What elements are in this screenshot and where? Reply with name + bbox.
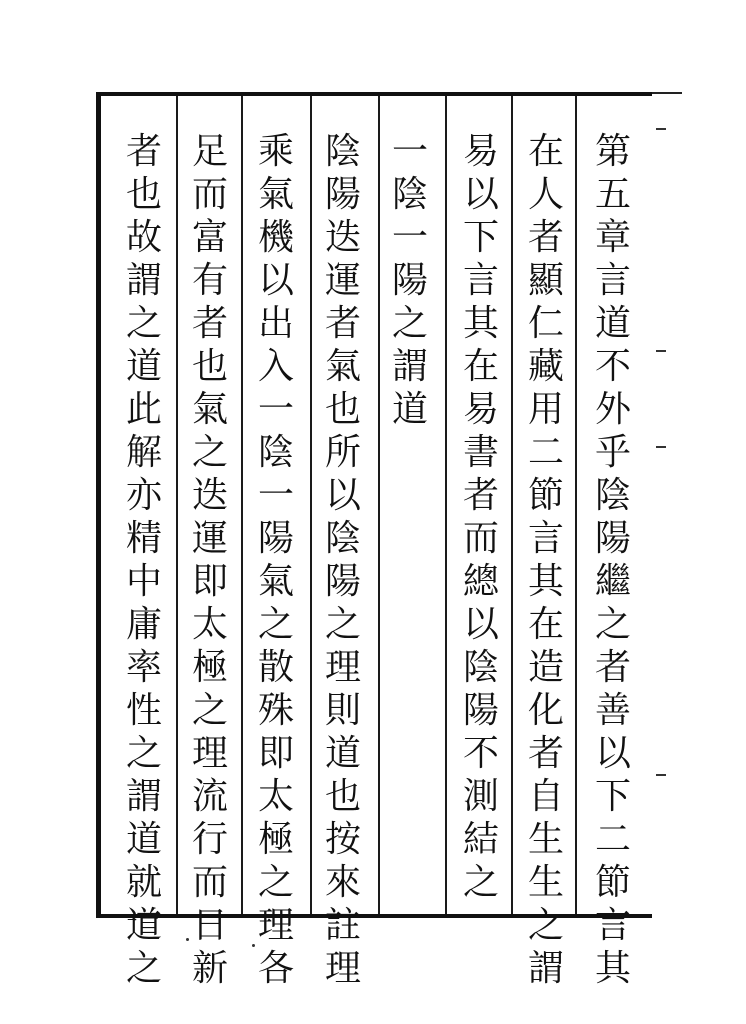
character: 機 [257, 217, 294, 258]
character: 外 [594, 389, 631, 430]
character: 乘 [257, 131, 294, 172]
character: 故 [125, 217, 162, 258]
character: 一 [391, 131, 428, 172]
character: 之 [257, 862, 294, 903]
character: 章 [594, 217, 631, 258]
character: 人 [527, 174, 564, 215]
margin-mark [656, 446, 666, 448]
character: 下 [594, 776, 631, 817]
character: 陰 [257, 432, 294, 473]
character: 流 [191, 776, 228, 817]
character: 道 [125, 346, 162, 387]
character: 之 [191, 432, 228, 473]
character: 解 [125, 432, 162, 473]
character: 道 [125, 905, 162, 946]
character: 而 [191, 174, 228, 215]
character: 者 [125, 131, 162, 172]
character: 之 [125, 303, 162, 344]
character: 按 [324, 819, 361, 860]
character: 言 [527, 518, 564, 559]
character: 一 [391, 217, 428, 258]
ink-speck [252, 944, 255, 947]
character: 繼 [594, 561, 631, 602]
character: 藏 [527, 346, 564, 387]
character: 此 [125, 389, 162, 430]
character: 之 [391, 303, 428, 344]
text-column-5 [311, 130, 375, 989]
character: 散 [257, 647, 294, 688]
character: 不 [594, 346, 631, 387]
character: 之 [527, 905, 564, 946]
character: 自 [527, 776, 564, 817]
character: 者 [527, 217, 564, 258]
character: 而 [191, 862, 228, 903]
character: 總 [462, 561, 499, 602]
character: 謂 [125, 776, 162, 817]
character: 中 [125, 561, 162, 602]
character: 陽 [391, 260, 428, 301]
character: 在 [527, 131, 564, 172]
character: 陽 [324, 174, 361, 215]
character: 一 [257, 475, 294, 516]
character: 日 [191, 905, 228, 946]
character: 有 [191, 260, 228, 301]
character: 也 [191, 346, 228, 387]
character: 新 [191, 948, 228, 989]
character: 節 [594, 862, 631, 903]
character: 以 [594, 733, 631, 774]
character: 陰 [324, 518, 361, 559]
character: 第 [594, 131, 631, 172]
character: 者 [462, 475, 499, 516]
character: 來 [324, 862, 361, 903]
character: 也 [324, 776, 361, 817]
character: 陽 [257, 518, 294, 559]
character: 其 [462, 303, 499, 344]
text-column-3 [449, 130, 513, 920]
character: 易 [462, 389, 499, 430]
character: 一 [257, 389, 294, 430]
character: 亦 [125, 475, 162, 516]
character: 之 [324, 604, 361, 645]
margin-mark [656, 128, 666, 130]
character: 極 [191, 647, 228, 688]
character: 道 [594, 303, 631, 344]
text-column-6 [244, 130, 308, 989]
character: 足 [191, 131, 228, 172]
character: 富 [191, 217, 228, 258]
character: 謂 [391, 346, 428, 387]
character: 之 [462, 862, 499, 903]
character: 其 [527, 561, 564, 602]
character: 殊 [257, 690, 294, 731]
character: 太 [257, 776, 294, 817]
margin-mark [656, 774, 666, 776]
character: 註 [324, 905, 361, 946]
character: 也 [324, 389, 361, 430]
character: 則 [324, 690, 361, 731]
character: 者 [191, 303, 228, 344]
margin-mark [656, 350, 666, 352]
character: 五 [594, 174, 631, 215]
character: 下 [462, 217, 499, 258]
character: 道 [125, 819, 162, 860]
character: 言 [594, 905, 631, 946]
character: 理 [191, 733, 228, 774]
character: 陽 [462, 690, 499, 731]
character: 入 [257, 346, 294, 387]
character: 之 [125, 733, 162, 774]
character: 而 [462, 518, 499, 559]
character: 謂 [125, 260, 162, 301]
character: 節 [527, 475, 564, 516]
character: 陰 [391, 174, 428, 215]
character: 太 [191, 604, 228, 645]
character: 以 [324, 475, 361, 516]
character: 理 [324, 647, 361, 688]
character: 以 [462, 604, 499, 645]
character: 所 [324, 432, 361, 473]
character: 就 [125, 862, 162, 903]
character: 之 [191, 690, 228, 731]
character: 氣 [257, 174, 294, 215]
character: 行 [191, 819, 228, 860]
character: 易 [462, 131, 499, 172]
character: 迭 [191, 475, 228, 516]
character: 在 [462, 346, 499, 387]
text-column-4 [378, 130, 442, 920]
ink-speck [186, 938, 189, 941]
character: 生 [527, 819, 564, 860]
character: 即 [257, 733, 294, 774]
character: 出 [257, 303, 294, 344]
character: 運 [191, 518, 228, 559]
character: 陰 [594, 475, 631, 516]
character: 之 [594, 604, 631, 645]
character: 之 [125, 948, 162, 989]
text-column-8 [112, 130, 176, 989]
character: 仁 [527, 303, 564, 344]
character: 之 [257, 604, 294, 645]
character: 生 [527, 862, 564, 903]
character: 化 [527, 690, 564, 731]
character: 陽 [594, 518, 631, 559]
character: 者 [527, 733, 564, 774]
column-rule [445, 96, 447, 914]
character: 以 [462, 174, 499, 215]
character: 即 [191, 561, 228, 602]
character: 陰 [462, 647, 499, 688]
character: 理 [257, 905, 294, 946]
text-column-1 [581, 130, 645, 989]
character: 其 [594, 948, 631, 989]
character: 率 [125, 647, 162, 688]
character: 善 [594, 690, 631, 731]
character: 者 [594, 647, 631, 688]
character: 言 [594, 260, 631, 301]
character: 理 [324, 948, 361, 989]
character: 書 [462, 432, 499, 473]
character: 陽 [324, 561, 361, 602]
character: 顯 [527, 260, 564, 301]
character: 道 [391, 389, 428, 430]
character: 測 [462, 776, 499, 817]
character: 極 [257, 819, 294, 860]
character: 二 [527, 432, 564, 473]
text-column-7 [178, 130, 242, 989]
fore-edge-margin [652, 92, 682, 920]
text-column-2 [514, 130, 578, 989]
character: 陰 [324, 131, 361, 172]
character: 氣 [191, 389, 228, 430]
character: 運 [324, 260, 361, 301]
character: 不 [462, 733, 499, 774]
character: 迭 [324, 217, 361, 258]
character: 庸 [125, 604, 162, 645]
character: 者 [324, 303, 361, 344]
character: 在 [527, 604, 564, 645]
character: 性 [125, 690, 162, 731]
character: 言 [462, 260, 499, 301]
character: 造 [527, 647, 564, 688]
character: 氣 [257, 561, 294, 602]
character: 用 [527, 389, 564, 430]
character: 乎 [594, 432, 631, 473]
character: 精 [125, 518, 162, 559]
character: 也 [125, 174, 162, 215]
character: 各 [257, 948, 294, 989]
character: 謂 [527, 948, 564, 989]
character: 道 [324, 733, 361, 774]
character: 以 [257, 260, 294, 301]
character: 氣 [324, 346, 361, 387]
character: 結 [462, 819, 499, 860]
character: 二 [594, 819, 631, 860]
